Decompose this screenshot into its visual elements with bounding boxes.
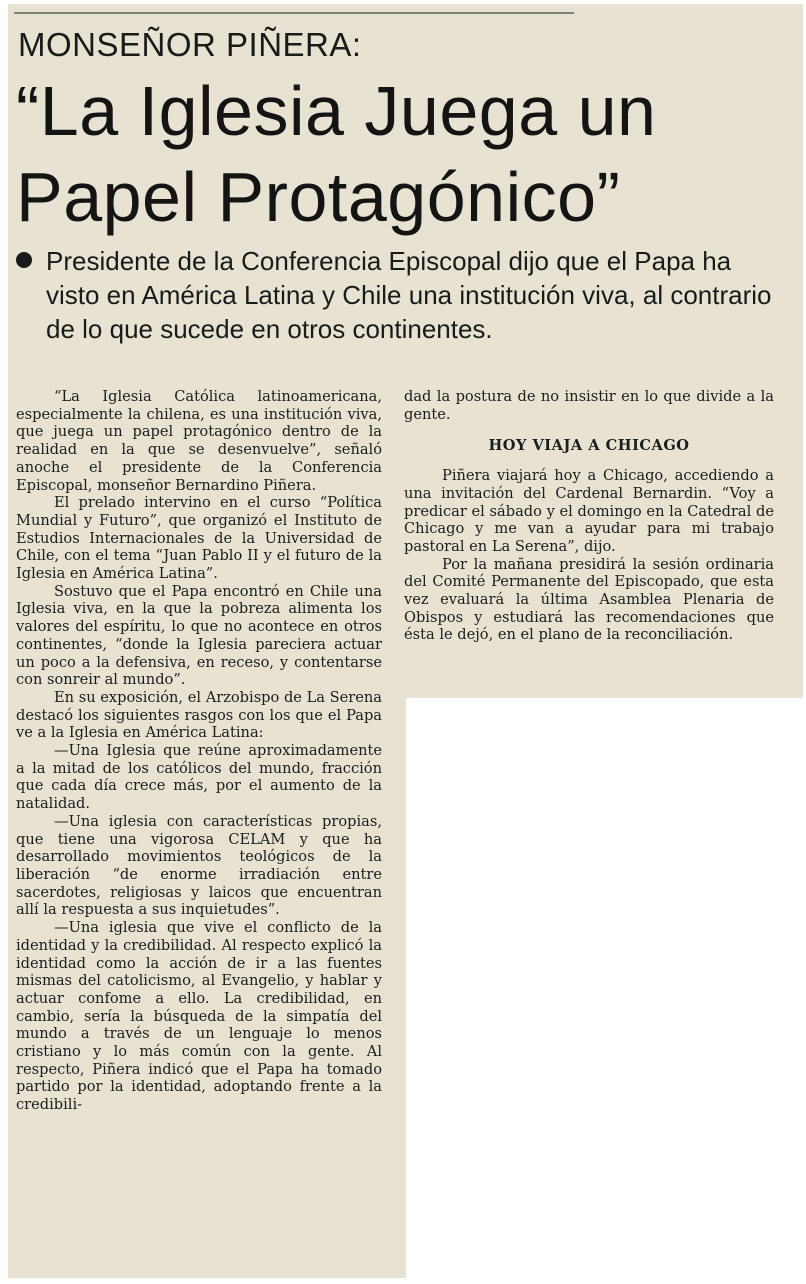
- paragraph: Piñera viajará hoy a Chicago, accediendo a una invitación del Cardenal Bernardin. “Voy a predicar el sábado y el domingo en la Catedral de Chicago y me van a ayudar para mi trabajo pastoral en La Serena”, dijo.: [404, 467, 774, 555]
- paragraph: Sostuvo que el Papa encontró en Chile una Iglesia viva, en la que la pobreza alimenta los valores del espíritu, lo que no acontece en otros continentes, “donde la Iglesia pareciera actuar un poco a la defensiva, en receso, y contentarse con sonreir al mundo”.: [16, 582, 382, 689]
- paragraph: —Una Iglesia que reúne aproximadamente a la mitad de los católicos del mundo, fracción que cada día crece más, por el aumento de la natalidad.: [16, 742, 382, 813]
- paragraph: El prelado intervino en el curso “Política Mundial y Futuro”, que organizó el Instituto de Estudios Internacionales de la Universidad de Chile, con el tema “Juan Pablo II y el futuro de la Iglesia en América Latina”.: [16, 494, 382, 583]
- bullet-icon: [16, 252, 32, 268]
- body-column-right: [404, 388, 774, 644]
- paragraph: “La Iglesia Católica latinoamericana, especialmente la chilena, es una institución viva, que juega un papel protagónico dentro de la realidad en la que se desenvuelve”, señaló anoche el presidente de la Conferencia Episcopal, monseñor Bernardino Piñera.: [16, 388, 382, 494]
- paragraph: —Una iglesia que vive el conflicto de la identidad y la credibilidad. Al respecto explicó la identidad como la acción de ir a las fuentes mismas del catolicismo, al Evangelio, y hablar y actuar confome a ello. La credibilidad, en cambio, sería la búsqueda de la simpatía del mundo a través de un lenguaje lo menos cristiano y lo más común con la gente. Al respecto, Piñera indicó que el Papa ha tomado partido por la identidad, adoptando frente a la credibili-: [16, 919, 382, 1114]
- top-rule: [14, 12, 574, 14]
- paragraph-continuation: dad la postura de no insistir en lo que divide a la gente.: [404, 388, 774, 423]
- paragraph: En su exposición, el Arzobispo de La Serena destacó los siguientes rasgos con los que el Papa ve a la Iglesia en América Latina:: [16, 688, 382, 742]
- paragraph: Por la mañana presidirá la sesión ordinaria del Comité Permanente del Episcopado, que esta vez evaluará la última Asamblea Plenaria de Obispos y estudiará las recomendaciones que ésta le dejó, en el plano de la reconciliación.: [404, 555, 774, 644]
- section-subhead: HOY VIAJA A CHICAGO: [488, 437, 690, 455]
- body-column-left: [16, 388, 382, 1114]
- deck-summary: Presidente de la Conferencia Episcopal dijo que el Papa ha visto en América Latina y Chile una institución viva, al contrario de lo que sucede en otros continentes.: [46, 246, 772, 344]
- headline: “La Iglesia Juega un Papel Protagónico”: [16, 72, 657, 236]
- kicker: MONSEÑOR PIÑERA:: [18, 26, 362, 63]
- paragraph: —Una iglesia con características propias, que tiene una vigorosa CELAM y que ha desarrollado movimientos teológicos de la liberación “de enorme irradiación entre sacerdotes, religiosas y laicos que encuentran allí la respuesta a sus inquietudes”.: [16, 812, 382, 919]
